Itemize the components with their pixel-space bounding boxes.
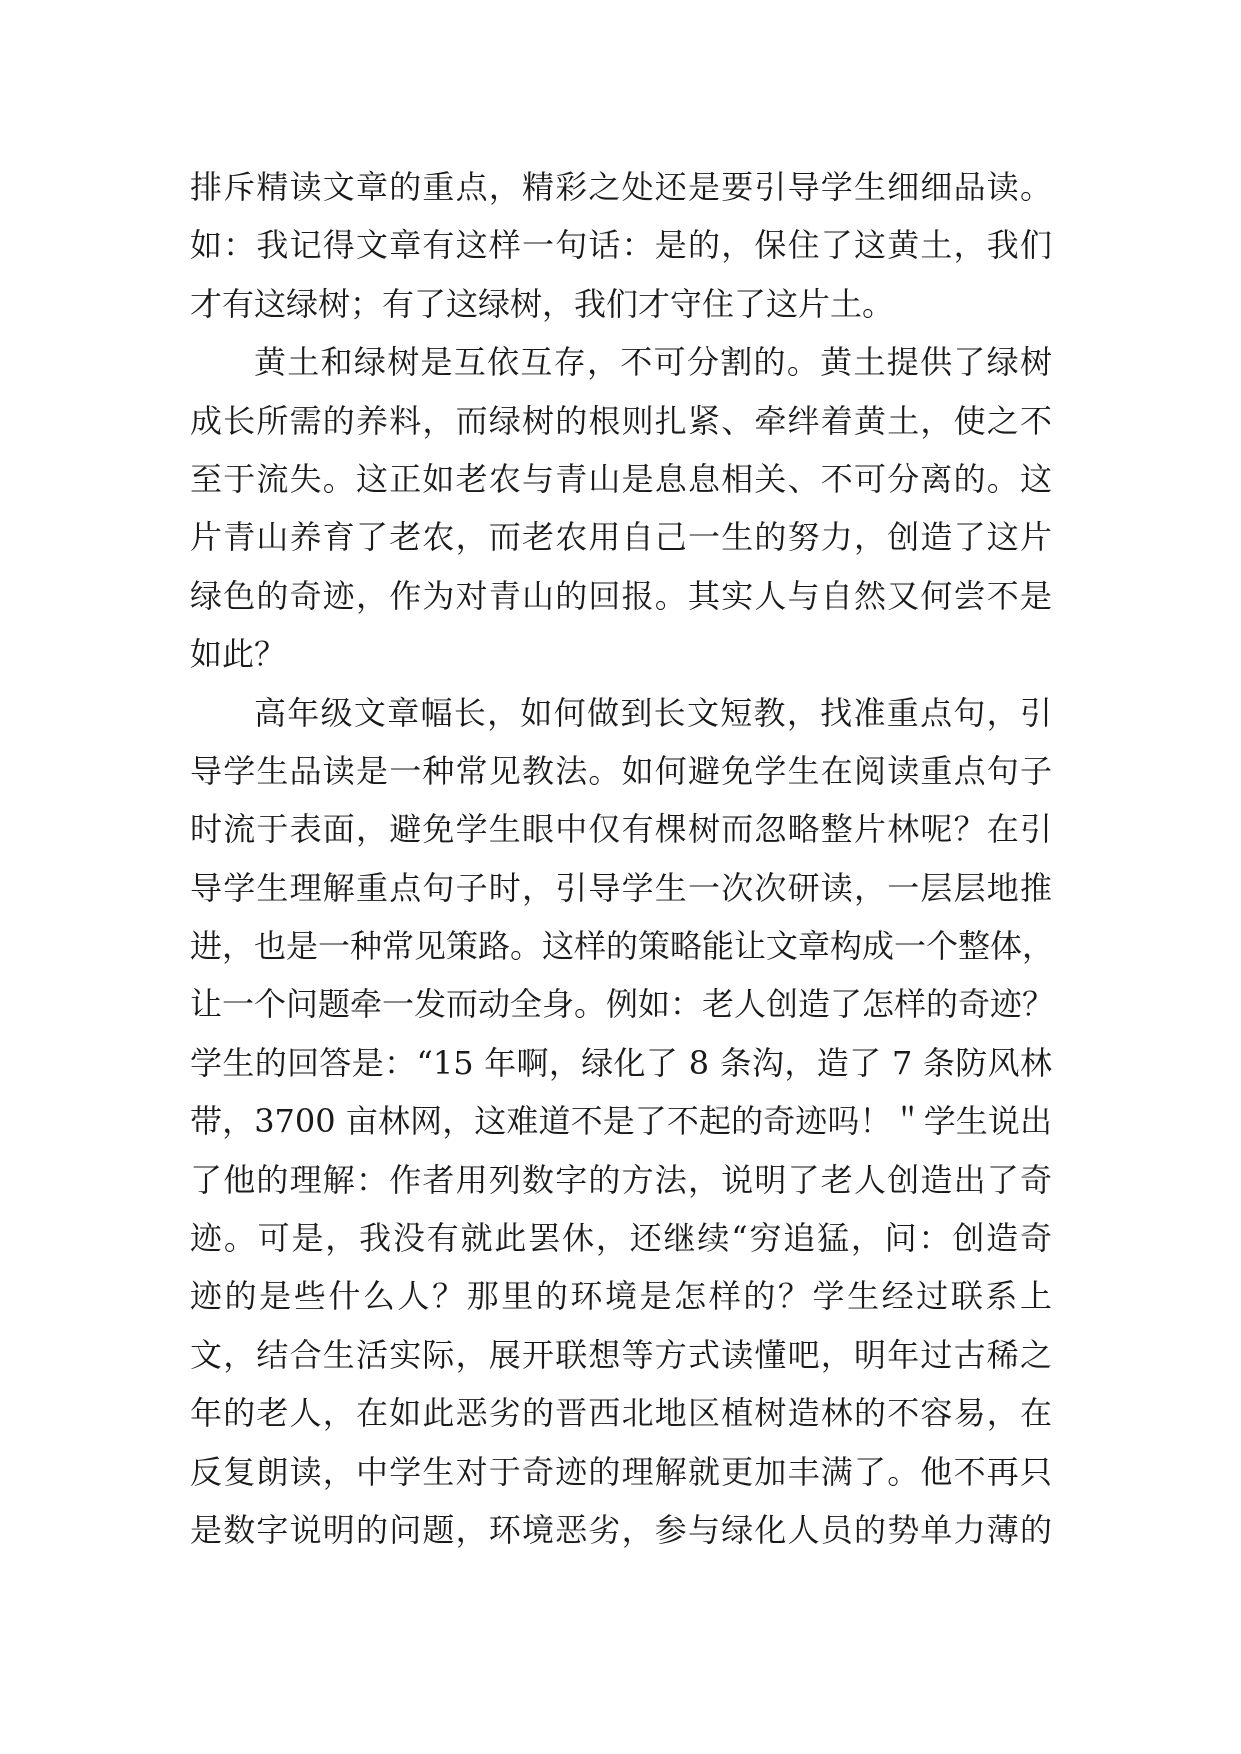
text-line: 文，结合生活实际，展开联想等方式读懂吧，明年过古稀之 [190,1335,1052,1374]
text-line: 导学生理解重点句子时，引导学生一次次研读，一层层地推 [190,868,1052,907]
text-line: 黄土和绿树是互依互存，不可分割的。黄土提供了绿树 [254,343,1052,382]
text-line: 绿色的奇迹，作为对青山的回报。其实人与自然又何尝不是 [190,576,1052,615]
text-line: 才有这绿树；有了这绿树，我们才守住了这片土。 [190,284,895,323]
text-line: 年的老人，在如此恶劣的晋西北地区植树造林的不容易，在 [190,1394,1052,1433]
text-line: 让一个问题牵一发而动全身。例如：老人创造了怎样的奇迹？ [190,985,1055,1024]
text-line: 成长所需的养料，而绿树的根则扎紧、牵绊着黄土，使之不 [190,401,1052,440]
text-line: 进，也是一种常见策路。这样的策略能让文章构成一个整体， [190,927,1055,966]
text-line: 反复朗读，中学生对于奇迹的理解就更加丰满了。他不再只 [190,1452,1052,1491]
text-line: 如：我记得文章有这样一句话：是的，保住了这黄土，我们 [190,226,1052,265]
text-line: 是数字说明的问题，环境恶劣，参与绿化人员的势单力薄的 [190,1510,1052,1549]
document-body [190,158,1055,1559]
text-line: 迹。可是，我没有就此罢休，还继续“穷追猛，问：创造奇 [190,1219,1052,1258]
text-line: 如此？ [190,635,287,674]
text-line: 迹的是些什么人？那里的环境是怎样的？学生经过联系上 [190,1277,1052,1316]
paragraph-1 [190,158,1052,333]
text-line: 片青山养育了老农，而老农用自己一生的努力，创造了这片 [190,518,1052,557]
text-line: 带，3700 亩林网，这难道不是了不起的奇迹吗！＂学生说出 [190,1102,1052,1141]
text-line: 导学生品读是一种常见教法。如何避免学生在阅读重点句子 [190,751,1052,790]
text-line: 学生的回答是：“15 年啊，绿化了 8 条沟，造了 7 条防风林 [190,1043,1052,1082]
paragraph-2 [190,333,1052,683]
text-line: 至于流失。这正如老农与青山是息息相关、不可分离的。这 [190,459,1052,498]
paragraph-3 [190,684,1055,1560]
text-line: 排斥精读文章的重点，精彩之处还是要引导学生细细品读。 [190,168,1052,206]
text-line: 了他的理解：作者用列数字的方法，说明了老人创造出了奇 [190,1160,1052,1199]
text-line: 时流于表面，避免学生眼中仅有棵树而忽略整片林呢？在引 [190,810,1052,849]
text-line: 高年级文章幅长，如何做到长文短教，找准重点句，引 [254,693,1052,732]
